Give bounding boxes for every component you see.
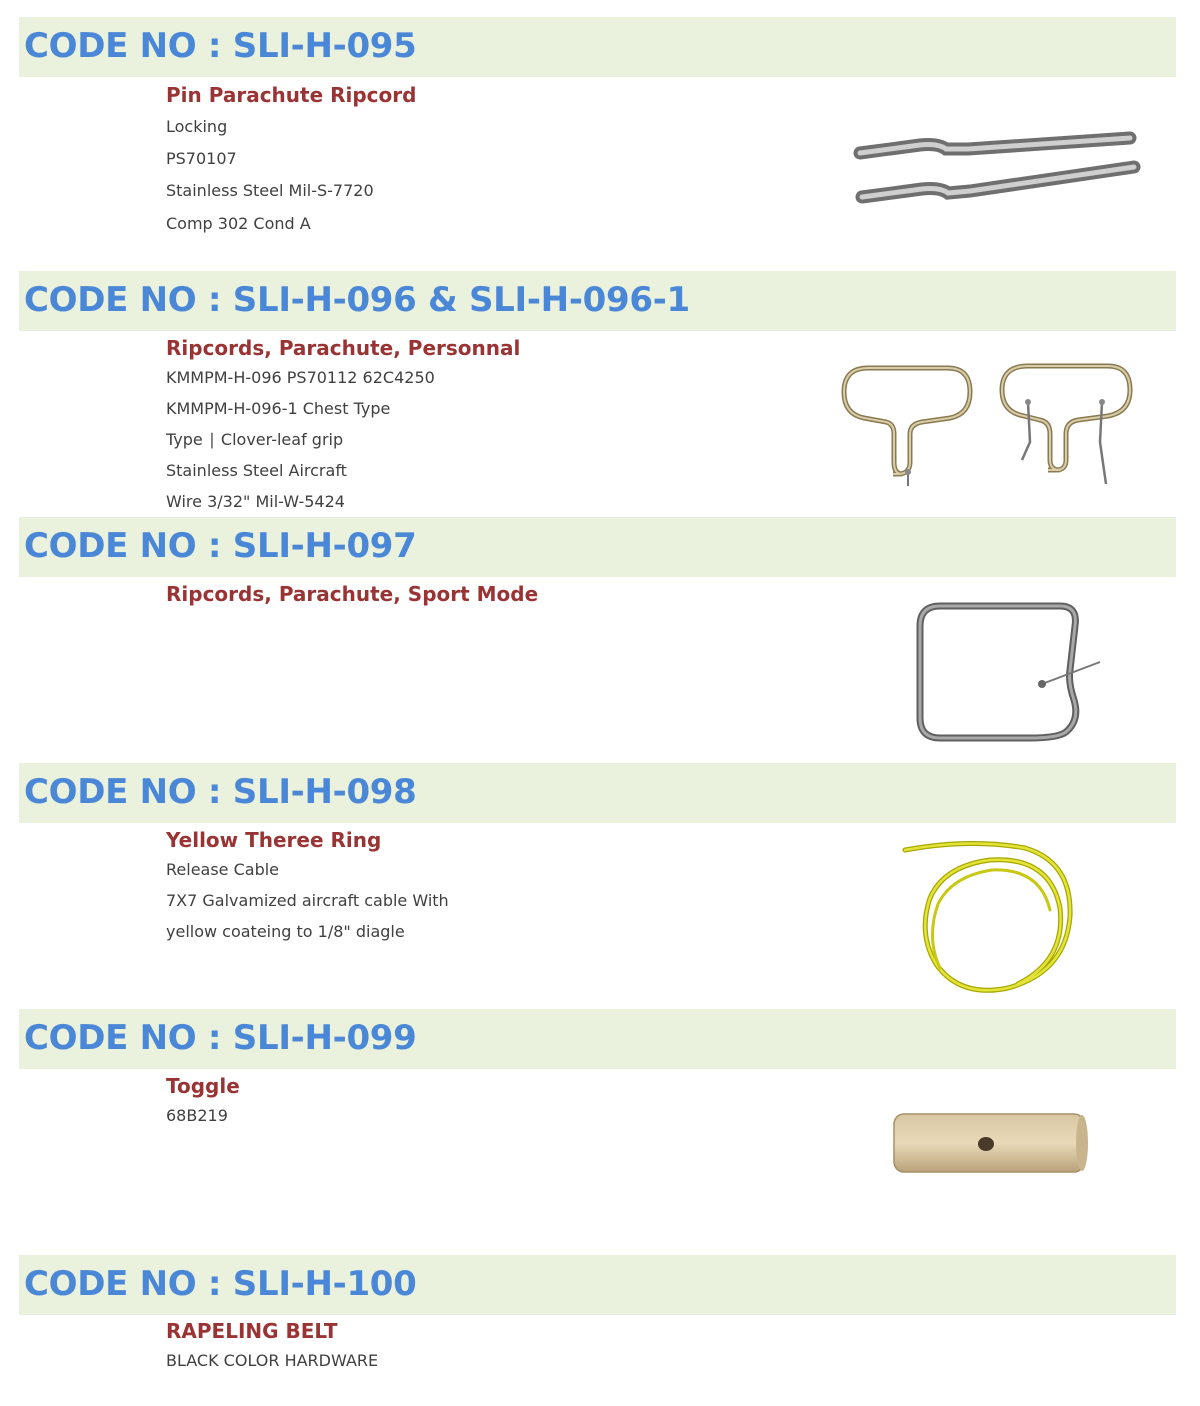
- pin-ripcord-image: [850, 125, 1145, 217]
- spec-line: KMMPM-H-096 PS70112 62C4250: [166, 368, 435, 387]
- code-header-bar: [19, 517, 1176, 577]
- spec-line: Wire 3/32" Mil-W-5424: [166, 492, 345, 511]
- code-header-bar: [19, 1255, 1176, 1315]
- code-header-bar: [19, 271, 1176, 331]
- product-title: Toggle: [166, 1074, 240, 1098]
- spec-line: 68B219: [166, 1106, 228, 1125]
- spec-line: KMMPM-H-096-1 Chest Type: [166, 399, 391, 418]
- product-code: CODE NO : SLI-H-096 & SLI-H-096-1: [24, 280, 690, 320]
- product-code: CODE NO : SLI-H-095: [24, 26, 417, 66]
- product-title: Ripcords, Parachute, Sport Mode: [166, 582, 539, 606]
- code-header-bar: [19, 1009, 1176, 1069]
- product-code: CODE NO : SLI-H-099: [24, 1018, 417, 1058]
- clover-leaf-ripcord-image: [838, 362, 1138, 492]
- product-title: Pin Parachute Ripcord: [166, 83, 417, 107]
- product-title: Ripcords, Parachute, Personnal: [166, 336, 521, 360]
- sport-ripcord-image: [910, 600, 1105, 748]
- spec-line: Release Cable: [166, 860, 280, 879]
- spec-line: Locking: [166, 117, 228, 136]
- product-title: RAPELING BELT: [166, 1319, 338, 1343]
- spec-line: BLACK COLOR HARDWARE: [166, 1351, 379, 1370]
- spec-line: Type ∣ Clover-leaf grip: [166, 430, 344, 449]
- product-code: CODE NO : SLI-H-098: [24, 772, 417, 812]
- code-header-bar: [19, 763, 1176, 823]
- product-code: CODE NO : SLI-H-097: [24, 526, 417, 566]
- product-code: CODE NO : SLI-H-100: [24, 1264, 417, 1304]
- product-title: Yellow Theree Ring: [166, 828, 382, 852]
- spec-line: PS70107: [166, 149, 237, 168]
- yellow-cable-image: [900, 838, 1085, 998]
- spec-line: 7X7 Galvamized aircraft cable With: [166, 891, 449, 910]
- spec-line: Stainless Steel Aircraft: [166, 461, 347, 480]
- code-header-bar: [19, 17, 1176, 77]
- wooden-toggle-image: [888, 1108, 1092, 1178]
- spec-line: Comp 302 Cond A: [166, 214, 311, 233]
- spec-line: yellow coateing to 1/8" diagle: [166, 922, 405, 941]
- spec-line: Stainless Steel Mil-S-7720: [166, 181, 374, 200]
